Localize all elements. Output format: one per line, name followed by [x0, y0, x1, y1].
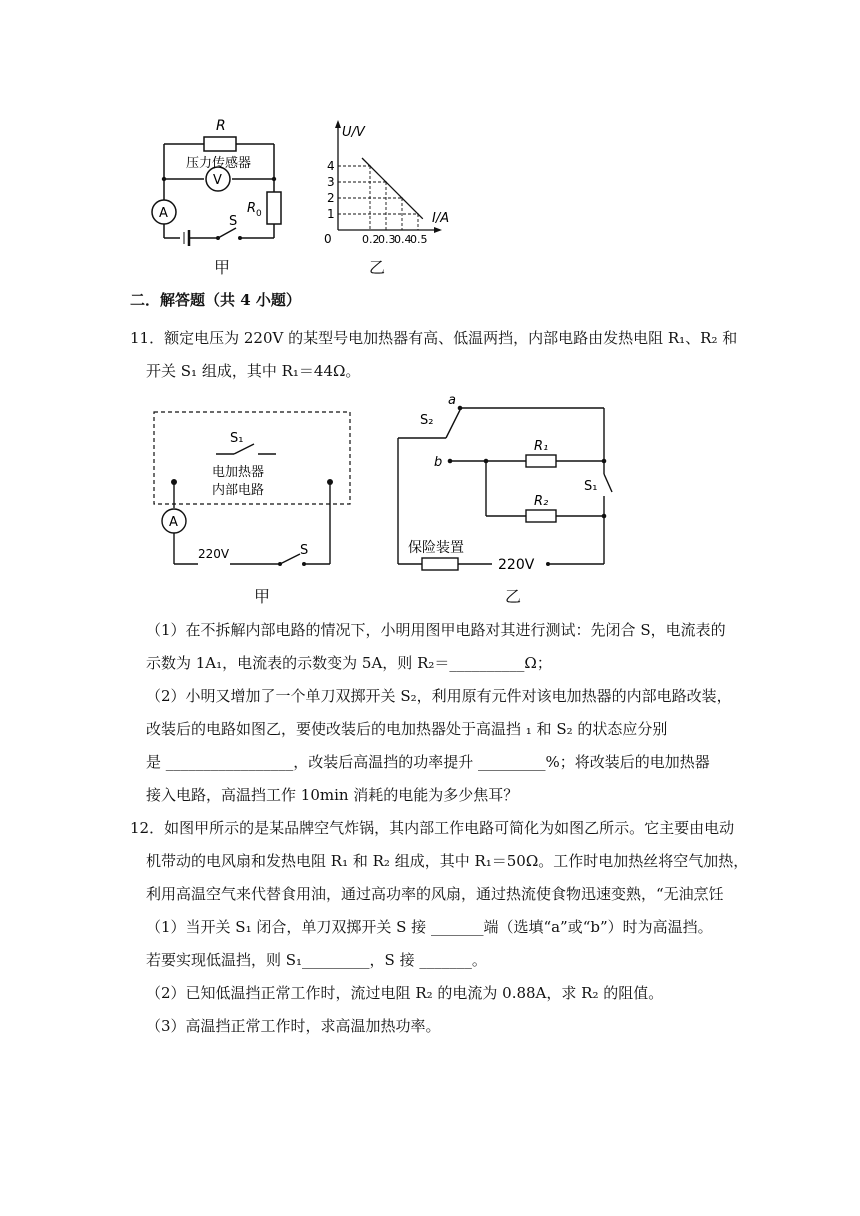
figure-1-caption-yi: 乙	[369, 258, 386, 277]
label-pressure-sensor: 压力传感器	[186, 156, 252, 171]
label-r: R	[216, 118, 226, 134]
q11-part1-line2: 示数为 1A₁，电流表的示数变为 5A，则 R₂＝__________Ω；	[146, 654, 552, 672]
label-b: b	[434, 455, 443, 470]
q11-figure-yi-caption: 乙	[505, 587, 522, 606]
label-box-line1: 电加热器	[212, 465, 265, 480]
label-switch-s: S	[229, 214, 238, 229]
fuse	[422, 558, 458, 570]
y-tick-label: 4	[327, 159, 335, 173]
label-s2: S₂	[420, 413, 434, 428]
label-220v: 220V	[198, 547, 230, 561]
label-220v: 220V	[498, 557, 535, 573]
q11-part2-line1: （2）小明又增加了一个单刀双掷开关 S₂，利用原有元件对该电加热器的内部电路改装，	[146, 687, 732, 705]
q12-part1-line1: （1）当开关 S₁ 闭合，单刀双掷开关 S 接 _______端（选填“a”或“b”）时为高温挡。	[146, 918, 713, 936]
q11-line2: 开关 S₁ 组成，其中 R₁＝44Ω。	[146, 362, 361, 380]
q11-part2-line2: 改装后的电路如图乙，要使改装后的电加热器处于高温挡 ₁ 和 S₂ 的状态应分别	[146, 720, 668, 738]
label-r0: R	[247, 201, 257, 216]
label-s1: S₁	[230, 431, 244, 446]
q11-figure-jia	[150, 408, 360, 570]
resistor-r	[204, 137, 236, 151]
label-fuse: 保险装置	[408, 540, 464, 556]
label-r0-sub: 0	[256, 209, 262, 219]
origin-label: 0	[324, 232, 332, 246]
q12-line2: 机带动的电风扇和发热电阻 R₁ 和 R₂ 组成，其中 R₁＝50Ω。工作时电加热丝将空气加热，	[146, 852, 749, 870]
x-tick-label: 0.5	[410, 233, 428, 246]
x-tick-label: 0.4	[394, 233, 412, 246]
q11-line1: 11．额定电压为 220V 的某型号电加热器有高、低温两挡，内部电路由发热电阻 R₁、R₂ 和	[130, 329, 738, 347]
q11-part1-line1: （1）在不拆解内部电路的情况下，小明用图甲电路对其进行测试：先闭合 S，电流表的	[146, 621, 726, 639]
series-line	[362, 158, 423, 219]
section-title: 二．解答题（共 4 小题）	[130, 291, 301, 309]
label-s1: S₁	[584, 479, 598, 494]
label-box-line2: 内部电路	[212, 483, 265, 498]
x-axis-label: I/A	[432, 211, 450, 226]
q12-line3: 利用高温空气来代替食用油，通过高功率的风扇，通过热流使食物迅速变熟，“无油烹饪	[146, 885, 724, 903]
resistor-r0	[267, 192, 281, 224]
x-tick-label: 0.2	[362, 233, 380, 246]
label-ammeter: A	[159, 206, 168, 221]
label-voltmeter: V	[213, 173, 222, 188]
q12-part1-line2: 若要实现低温挡，则 S₁_________，S 接 _______。	[146, 951, 487, 969]
label-ammeter: A	[169, 515, 178, 530]
y-axis-label: U/V	[342, 125, 365, 140]
label-r2: R₂	[534, 494, 549, 509]
x-tick-label: 0.3	[378, 233, 396, 246]
q11-part2-line3: 是 _________________，改装后高温挡的功率提升 _________%；将改装后的电加热器	[146, 753, 710, 771]
q11-figure-yi	[388, 392, 620, 582]
q11-part2-line4: 接入电路，高温挡工作 10min 消耗的电能为多少焦耳？	[146, 786, 519, 804]
figure-1-caption-jia: 甲	[214, 258, 231, 277]
q11-figure-jia-caption: 甲	[254, 587, 271, 606]
label-a: a	[448, 393, 456, 408]
resistor-r2	[526, 510, 556, 522]
label-r1: R₁	[534, 439, 549, 454]
q12-part3: （3）高温挡正常工作时，求高温加热功率。	[146, 1017, 441, 1035]
q12-line1: 12．如图甲所示的是某品牌空气炸锅，其内部工作电路可简化为如图乙所示。它主要由电动	[130, 819, 735, 837]
label-s: S	[300, 543, 309, 558]
y-tick-label: 3	[327, 175, 335, 189]
q12-part2: （2）已知低温挡正常工作时，流过电阻 R₂ 的电流为 0.88A，求 R₂ 的阻值。	[146, 984, 664, 1002]
y-tick-label: 2	[327, 191, 335, 205]
resistor-r1	[526, 455, 556, 467]
figure-1-circuit	[148, 112, 298, 247]
figure-1-graph	[326, 118, 476, 248]
y-tick-label: 1	[327, 207, 335, 221]
